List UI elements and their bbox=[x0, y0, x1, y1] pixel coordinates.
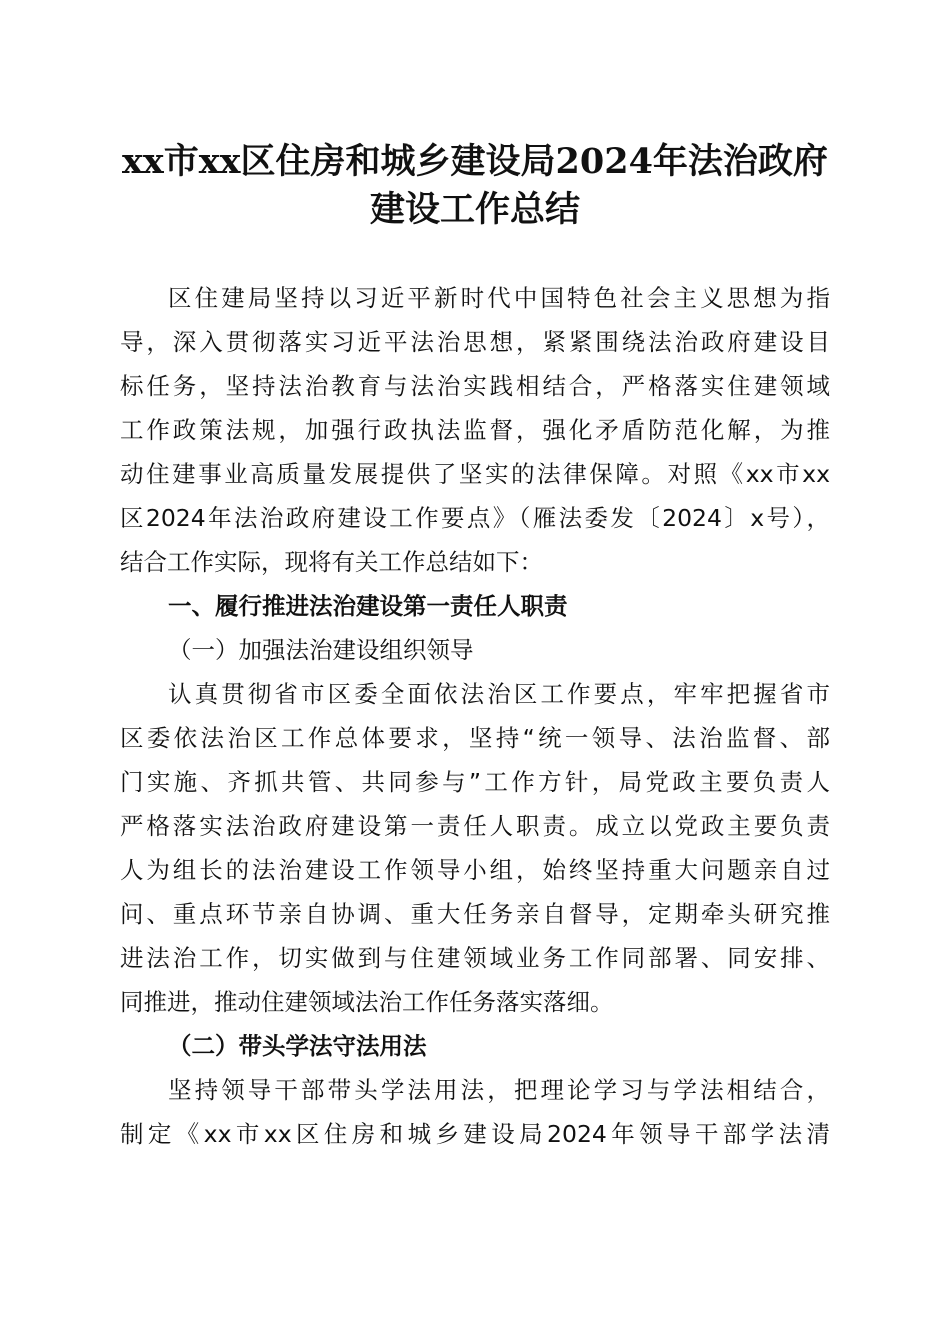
body-line: 严格落实法治政府建设第一责任人职责。成立以党政主要负责 bbox=[120, 812, 830, 840]
body-line: 区住建局坚持以习近平新时代中国特色社会主义思想为指 bbox=[168, 284, 830, 312]
body-line: 坚持领导干部带头学法用法，把理论学习与学法相结合， bbox=[168, 1076, 830, 1104]
section-heading: 一、履行推进法治建设第一责任人职责 bbox=[168, 592, 568, 620]
body-line: 认真贯彻省市区委全面依法治区工作要点，牢牢把握省市 bbox=[168, 680, 830, 708]
body-line: 结合工作实际，现将有关工作总结如下： bbox=[120, 548, 543, 576]
body-line: 标任务，坚持法治教育与法治实践相结合，严格落实住建领域 bbox=[120, 372, 830, 400]
body-line: 人为组长的法治建设工作领导小组，始终坚持重大问题亲自过 bbox=[120, 856, 830, 884]
body-line: 门实施、齐抓共管、共同参与”工作方针，局党政主要负责人 bbox=[120, 768, 830, 796]
body-line: 进法治工作，切实做到与住建领域业务工作同部署、同安排、 bbox=[120, 944, 830, 972]
body-line: 同推进，推动住建领域法治工作任务落实落细。 bbox=[120, 988, 614, 1016]
document-title-line-1: xx市xx区住房和城乡建设局2024年法治政府 bbox=[122, 141, 828, 182]
subsection-heading: （二）带头学法守法用法 bbox=[168, 1032, 427, 1060]
body-line: 工作政策法规，加强行政执法监督，强化矛盾防范化解，为推 bbox=[120, 416, 830, 444]
body-line: 导，深入贯彻落实习近平法治思想，紧紧围绕法治政府建设目 bbox=[120, 328, 830, 356]
body-line: 区2024年法治政府建设工作要点》（雁法委发〔2024〕x号）， bbox=[120, 504, 830, 532]
body-line: 制定《xx市xx区住房和城乡建设局2024年领导干部学法清 bbox=[120, 1120, 830, 1148]
body-line: 动住建事业高质量发展提供了坚实的法律保障。对照《xx市xx bbox=[120, 460, 830, 488]
body-line: 区委依法治区工作总体要求，坚持“统一领导、法治监督、部 bbox=[120, 724, 830, 752]
body-line: 问、重点环节亲自协调、重大任务亲自督导，定期牵头研究推 bbox=[120, 900, 830, 928]
document-title-line-2: 建设工作总结 bbox=[369, 189, 580, 230]
subsection-heading: （一）加强法治建设组织领导 bbox=[168, 636, 474, 664]
